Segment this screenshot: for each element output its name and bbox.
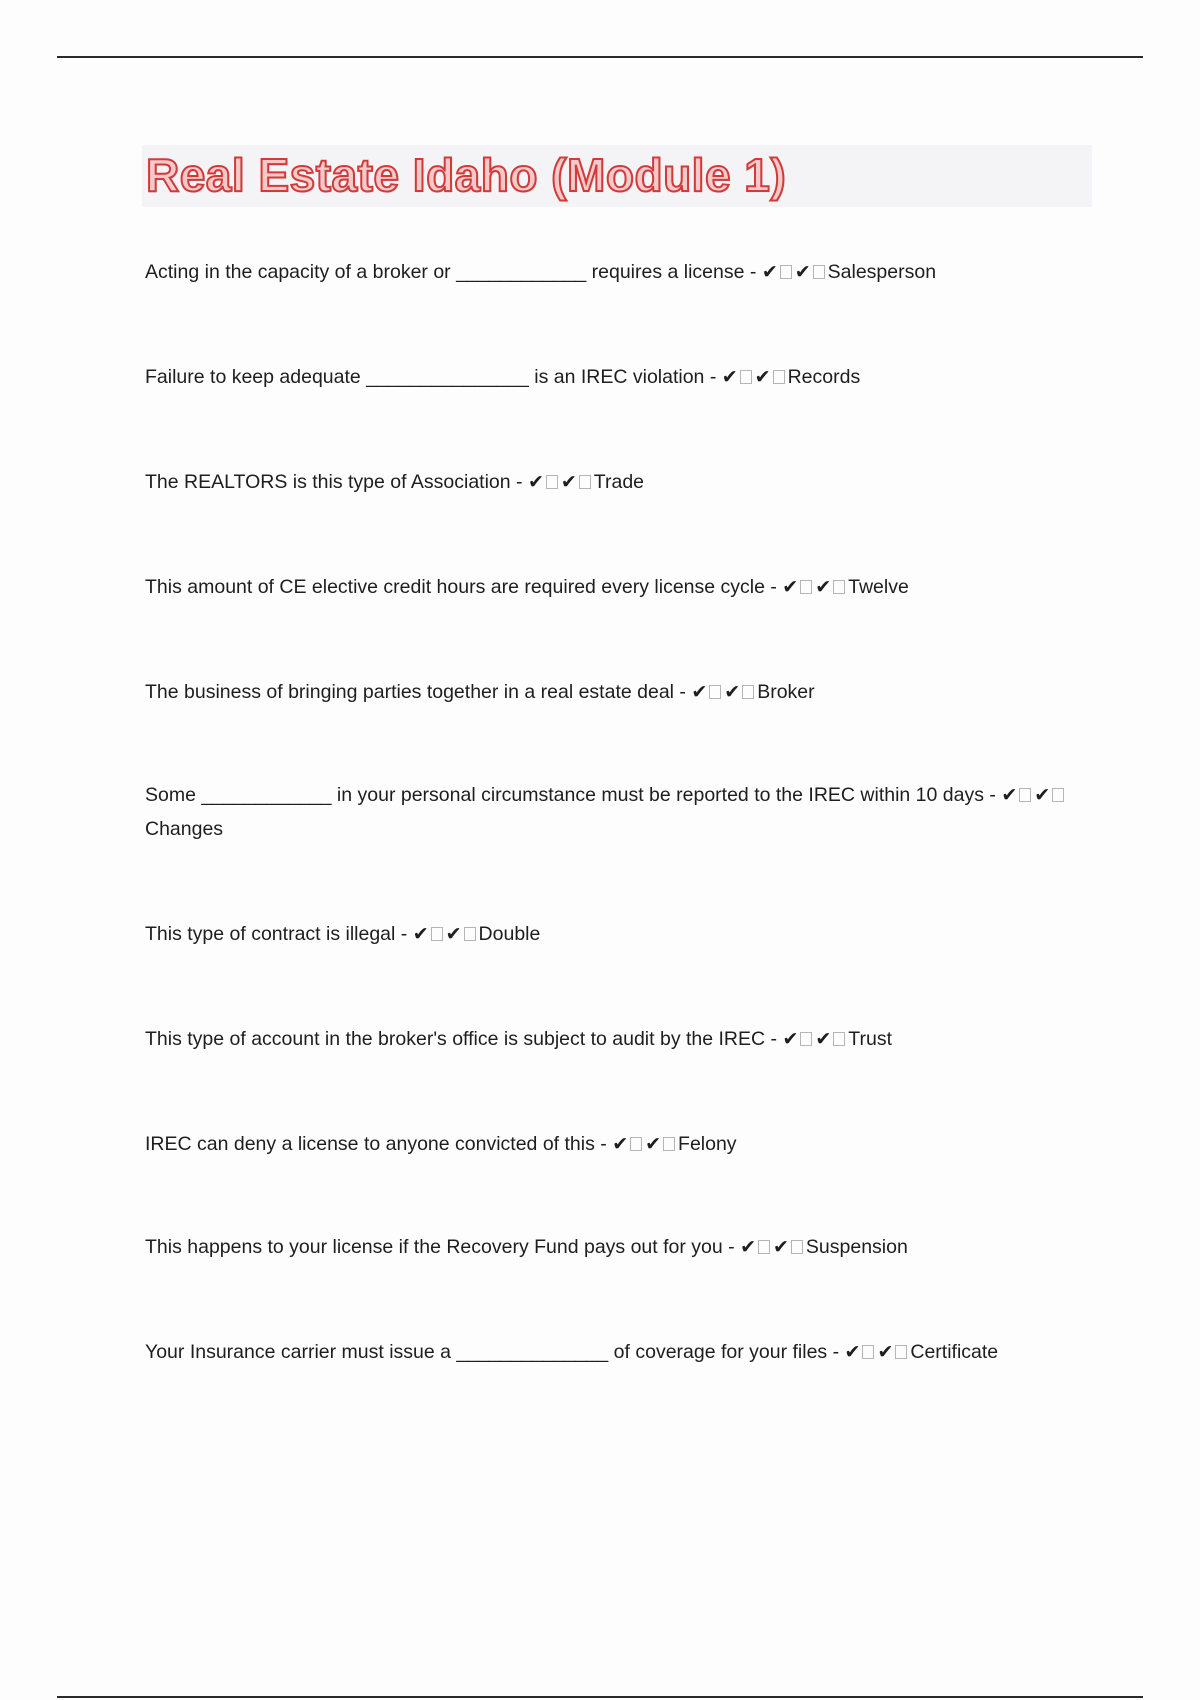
check-mark-icon: ✔ [1034, 784, 1051, 806]
separator: - [744, 261, 762, 283]
check-mark-icon: ✔ [815, 1028, 832, 1050]
empty-box-icon [833, 580, 845, 594]
check-mark-icon: ✔ [527, 471, 544, 493]
qa-item [145, 360, 1075, 394]
check-mark-icon: ✔ [724, 681, 741, 703]
separator: - [704, 366, 722, 388]
empty-box-icon [800, 1032, 812, 1046]
check-mark-icon: ✔ [815, 576, 832, 598]
answer-text: Twelve [848, 576, 909, 598]
check-mark-icon: ✔ [844, 1341, 861, 1363]
question-text: This happens to your license if the Recovery Fund pays out for you [145, 1236, 723, 1258]
check-mark-icon: ✔ [691, 681, 708, 703]
qa-item [145, 1022, 1075, 1056]
qa-item [145, 570, 1075, 604]
check-mark-icon: ✔ [1001, 784, 1018, 806]
separator: - [674, 681, 692, 703]
answer-text: Felony [678, 1133, 737, 1155]
qa-item [145, 675, 1075, 709]
empty-box-icon [663, 1137, 675, 1151]
separator: - [765, 1028, 783, 1050]
separator: - [510, 471, 528, 493]
question-text: Acting in the capacity of a broker or ____________ requires a license [145, 261, 745, 283]
answer-text: Trade [593, 471, 645, 493]
title-banner [142, 145, 1092, 207]
check-mark-icon: ✔ [761, 261, 778, 283]
answer-text: Changes [145, 818, 224, 840]
empty-box-icon [895, 1345, 907, 1359]
check-mark-icon: ✔ [560, 471, 577, 493]
question-text: The REALTORS is this type of Association [145, 471, 511, 493]
question-text: IREC can deny a license to anyone convicted of this [145, 1133, 595, 1155]
question-text: This amount of CE elective credit hours are required every license cycle [145, 576, 765, 598]
empty-box-icon [813, 265, 825, 279]
empty-box-icon [862, 1345, 874, 1359]
question-text: The business of bringing parties together in a real estate deal [145, 681, 674, 703]
empty-box-icon [742, 685, 754, 699]
empty-box-icon [833, 1032, 845, 1046]
document-title: Real Estate Idaho (Module 1) [146, 149, 787, 201]
check-mark-icon: ✔ [612, 1133, 629, 1155]
header-rule [57, 56, 1143, 58]
question-text: Some ____________ in your personal circumstance must be reported to the IREC within 10 days [145, 784, 984, 806]
separator: - [722, 1236, 741, 1258]
qa-item [145, 778, 1075, 846]
empty-box-icon [1052, 788, 1064, 802]
empty-box-icon [464, 927, 476, 941]
check-mark-icon: ✔ [782, 576, 799, 598]
answer-text: Trust [848, 1028, 892, 1050]
check-mark-icon: ✔ [794, 261, 811, 283]
empty-box-icon [630, 1137, 642, 1151]
empty-box-icon [800, 580, 812, 594]
qa-item [145, 255, 1075, 289]
separator: - [983, 784, 1002, 806]
question-text: Your Insurance carrier must issue a ______________ of coverage for your files [145, 1341, 828, 1363]
answer-text: Suspension [805, 1236, 908, 1258]
qa-item [145, 917, 1075, 951]
empty-box-icon [709, 685, 721, 699]
empty-box-icon [791, 1240, 803, 1254]
check-mark-icon: ✔ [754, 366, 771, 388]
answer-text: Salesperson [827, 261, 937, 283]
answer-text: Broker [757, 681, 815, 703]
answer-text: Double [478, 923, 541, 945]
qa-item [145, 1230, 1075, 1264]
question-text: Failure to keep adequate _______________ is an IREC violation [145, 366, 705, 388]
check-mark-icon: ✔ [721, 366, 738, 388]
empty-box-icon [773, 370, 785, 384]
empty-box-icon [740, 370, 752, 384]
question-text: This type of contract is illegal [145, 923, 396, 945]
footer-rule [57, 1696, 1143, 1698]
check-mark-icon: ✔ [445, 923, 462, 945]
check-mark-icon: ✔ [740, 1236, 756, 1258]
empty-box-icon [579, 475, 591, 489]
check-mark-icon: ✔ [782, 1028, 799, 1050]
empty-box-icon [546, 475, 558, 489]
separator: - [764, 576, 783, 598]
qa-item [145, 1127, 1075, 1161]
check-mark-icon: ✔ [773, 1236, 789, 1258]
separator: - [827, 1341, 845, 1363]
question-text: This type of account in the broker's office is subject to audit by the IREC [145, 1028, 766, 1050]
check-mark-icon: ✔ [412, 923, 429, 945]
empty-box-icon [758, 1240, 770, 1254]
empty-box-icon [780, 265, 792, 279]
answer-text: Certificate [910, 1341, 999, 1363]
qa-item [145, 465, 1075, 499]
check-mark-icon: ✔ [645, 1133, 662, 1155]
separator: - [594, 1133, 613, 1155]
answer-text: Records [787, 366, 861, 388]
qa-item [145, 1335, 1075, 1369]
check-mark-icon: ✔ [877, 1341, 894, 1363]
empty-box-icon [431, 927, 443, 941]
separator: - [395, 923, 413, 945]
empty-box-icon [1019, 788, 1031, 802]
